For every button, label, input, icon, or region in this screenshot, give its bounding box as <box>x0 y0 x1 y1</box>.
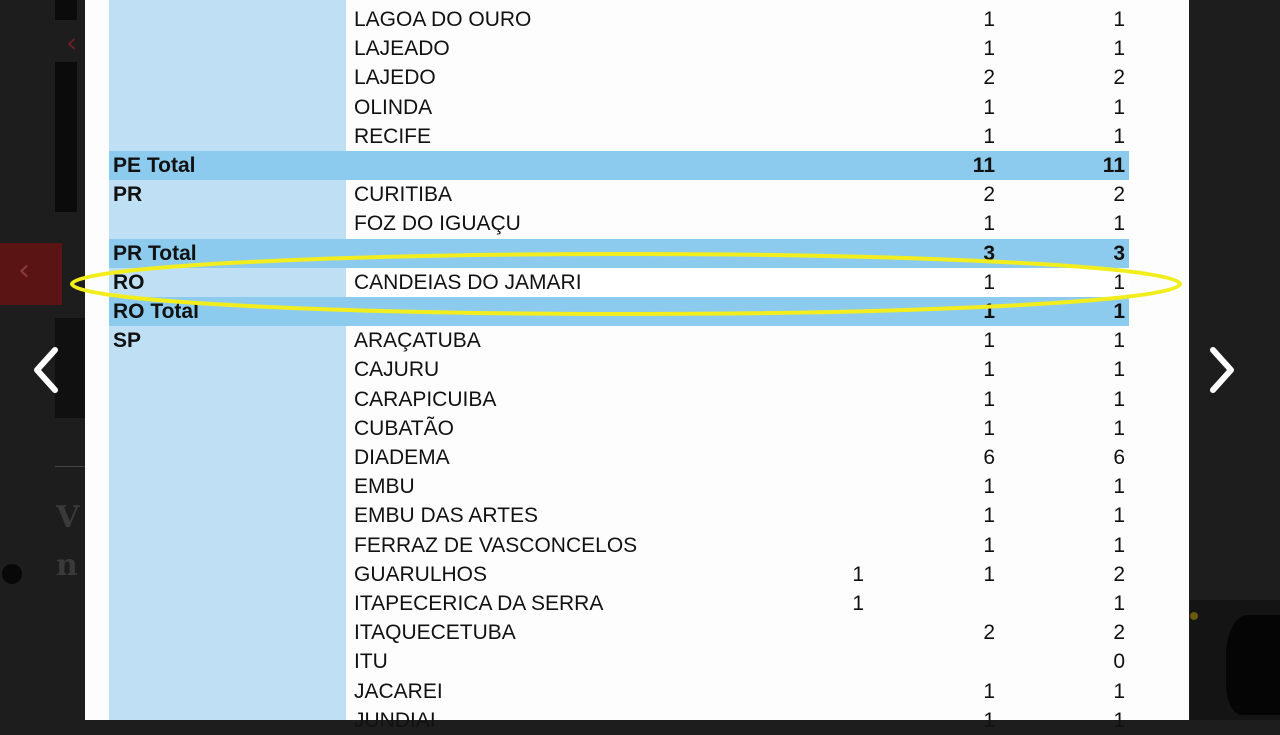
total-cell: 0 <box>1113 650 1125 674</box>
table-row <box>109 209 1129 238</box>
table-row <box>109 414 1129 443</box>
state-cell: PR <box>113 183 143 207</box>
table-row <box>109 5 1129 34</box>
state-cell: PR Total <box>113 241 197 265</box>
count-b-cell: 1 <box>983 708 995 732</box>
background-image-fragment <box>1226 615 1280 715</box>
count-b-cell: 1 <box>983 358 995 382</box>
table-row <box>109 34 1129 63</box>
city-cell: GUARULHOS <box>354 562 488 586</box>
total-cell: 1 <box>1113 504 1125 528</box>
table-row <box>109 677 1129 706</box>
total-cell: 1 <box>1113 8 1125 31</box>
table-total-row <box>109 297 1129 326</box>
city-cell: DIADEMA <box>354 446 450 469</box>
city-cell: ITAPECERICA DA SERRA <box>354 592 604 615</box>
city-cell: JACAREI <box>354 679 443 703</box>
city-cell: CARAPICUIBA <box>354 387 497 411</box>
state-cell: RO <box>113 270 145 294</box>
total-cell: 2 <box>1113 562 1125 586</box>
background-heading-fragment: n <box>56 548 78 583</box>
table-row <box>109 501 1129 530</box>
total-cell: 2 <box>1113 183 1125 207</box>
count-b-cell: 2 <box>983 66 995 90</box>
count-b-cell: 1 <box>983 124 995 148</box>
city-cell: CUBATÃO <box>354 416 454 440</box>
city-cell: EMBU <box>354 475 415 499</box>
city-cell: FERRAZ DE VASCONCELOS <box>354 533 638 557</box>
state-cell: SP <box>113 329 142 353</box>
total-cell: 1 <box>1113 95 1125 119</box>
total-cell: 1 <box>1113 124 1125 148</box>
table-row <box>109 326 1129 355</box>
state-cell: RO Total <box>113 300 199 323</box>
city-cell: LAJEDO <box>354 66 436 90</box>
previous-image-button[interactable] <box>26 340 66 400</box>
city-cell: ARAÇATUBA <box>354 329 481 353</box>
count-a-cell: 1 <box>852 562 864 586</box>
next-image-button[interactable] <box>1202 340 1242 400</box>
total-cell: 1 <box>1113 708 1125 732</box>
count-b-cell: 1 <box>983 416 995 440</box>
count-b-cell: 1 <box>983 387 995 411</box>
table-row <box>109 385 1129 414</box>
table-row <box>109 647 1129 676</box>
table-row <box>109 472 1129 501</box>
table-row <box>109 355 1129 384</box>
background-heading-fragment: V <box>56 500 80 535</box>
total-cell: 1 <box>1113 387 1125 411</box>
count-b-cell: 1 <box>983 475 995 499</box>
table-row <box>109 122 1129 151</box>
total-cell: 1 <box>1113 679 1125 703</box>
table-row <box>109 93 1129 122</box>
total-cell: 1 <box>1113 533 1125 557</box>
lightbox-image <box>85 0 1189 732</box>
count-b-cell: 2 <box>983 183 995 207</box>
city-cell: FOZ DO IGUAÇU <box>354 212 521 236</box>
table-row <box>109 63 1129 92</box>
background-icon <box>2 564 22 584</box>
count-b-cell: 1 <box>983 37 995 61</box>
background-arrow-icon: ‹ <box>18 253 30 288</box>
city-cell: LAJEADO <box>354 37 450 61</box>
count-b-cell: 1 <box>983 329 995 353</box>
table-row <box>109 443 1129 472</box>
total-cell: 1 <box>1113 270 1125 294</box>
city-cell: CAJURU <box>354 358 440 382</box>
table-total-row <box>109 151 1129 180</box>
city-cell: RECIFE <box>354 124 432 148</box>
table-row <box>109 618 1129 647</box>
count-a-cell: 1 <box>852 592 864 615</box>
background-page-fragment <box>55 62 77 212</box>
total-cell: 6 <box>1113 446 1125 469</box>
count-b-cell: 1 <box>983 562 995 586</box>
total-cell: 1 <box>1113 329 1125 353</box>
background-page-fragment <box>55 0 77 20</box>
city-cell: LAGOA DO OURO <box>354 8 532 31</box>
count-b-cell: 11 <box>972 154 995 177</box>
count-b-cell: 2 <box>983 621 995 645</box>
count-b-cell: 1 <box>983 212 995 236</box>
count-b-cell: 1 <box>983 95 995 119</box>
total-cell: 1 <box>1113 212 1125 236</box>
total-cell: 1 <box>1113 358 1125 382</box>
total-cell: 2 <box>1113 66 1125 90</box>
total-cell: 1 <box>1113 300 1125 323</box>
table-row <box>109 706 1129 735</box>
city-cell: JUNDIAI <box>354 708 436 732</box>
background-divider <box>55 466 85 467</box>
count-b-cell: 1 <box>983 679 995 703</box>
chevron-left-icon <box>29 344 63 396</box>
background-chevron-icon: ‹ <box>66 26 78 59</box>
table-row <box>109 560 1129 589</box>
table-row <box>109 531 1129 560</box>
city-cell: ITAQUECETUBA <box>354 621 516 645</box>
total-cell: 11 <box>1102 154 1125 177</box>
city-cell: CURITIBA <box>354 183 453 207</box>
table-row <box>109 268 1129 297</box>
table-row <box>109 180 1129 209</box>
table-total-row <box>109 239 1129 268</box>
count-b-cell: 1 <box>983 270 995 294</box>
count-b-cell: 1 <box>983 504 995 528</box>
city-cell: OLINDA <box>354 95 433 119</box>
city-cell: EMBU DAS ARTES <box>354 504 538 528</box>
background-red-block <box>0 243 62 305</box>
total-cell: 1 <box>1113 37 1125 61</box>
count-b-cell: 6 <box>983 446 995 469</box>
count-b-cell: 3 <box>983 241 995 265</box>
city-cell: CANDEIAS DO JAMARI <box>354 270 582 294</box>
table-row <box>109 589 1129 618</box>
state-cell: PE Total <box>113 154 196 177</box>
total-cell: 1 <box>1113 416 1125 440</box>
total-cell: 1 <box>1113 592 1125 615</box>
count-b-cell: 1 <box>983 533 995 557</box>
count-b-cell: 1 <box>983 300 995 323</box>
total-cell: 1 <box>1113 475 1125 499</box>
total-cell: 2 <box>1113 621 1125 645</box>
city-cell: ITU <box>354 650 388 674</box>
total-cell: 3 <box>1113 241 1125 265</box>
chevron-right-icon <box>1205 344 1239 396</box>
background-image-fragment <box>1190 612 1198 620</box>
count-b-cell: 1 <box>983 8 995 31</box>
